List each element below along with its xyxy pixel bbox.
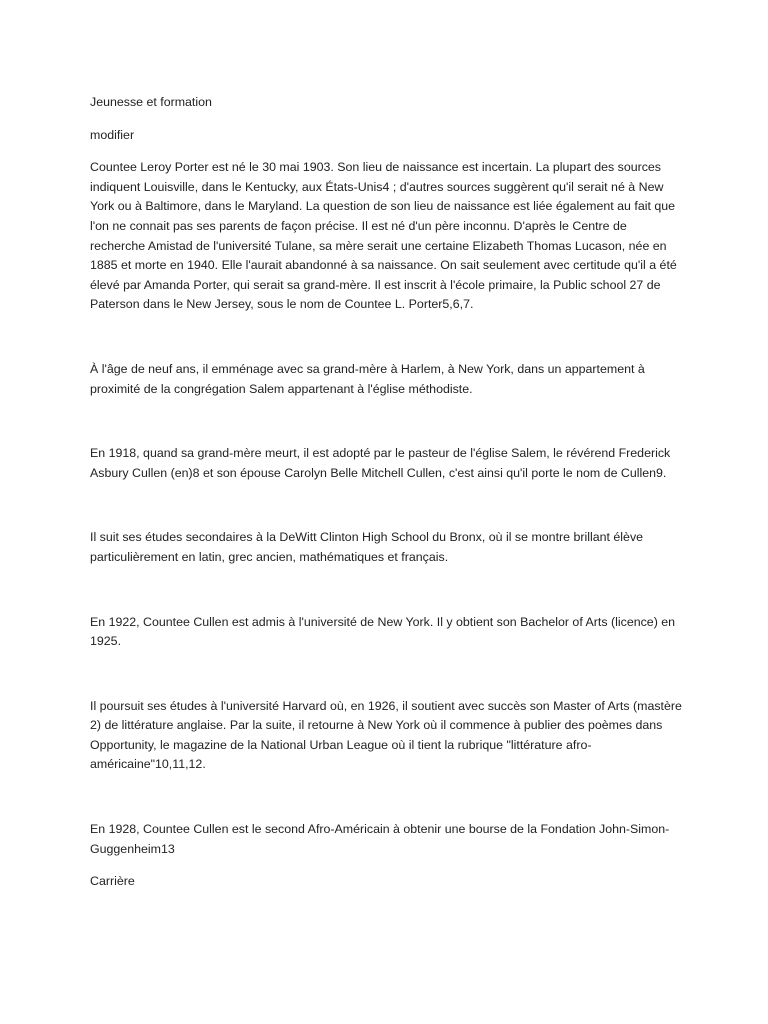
document-page bbox=[90, 93, 682, 892]
paragraph-harlem: À l'âge de neuf ans, il emménage avec sa grand-mère à Harlem, à New York, dans un appartement à proximité de la congrégation Salem appartenant à l'église méthodiste. bbox=[90, 361, 645, 396]
edit-link[interactable]: modifier bbox=[90, 127, 135, 142]
next-section-title: Carrière bbox=[90, 874, 135, 889]
paragraph-guggenheim: En 1928, Countee Cullen est le second Afro-Américain à obtenir une bourse de la Fondation John-Simon-Guggenheim13 bbox=[90, 822, 670, 856]
paragraph-secondary-school: Il suit ses études secondaires à la DeWitt Clinton High School du Bronx, où il se montre brillant élève particulièrement en latin, grec ancien, mathématiques et français. bbox=[90, 530, 644, 564]
paragraph-adoption: En 1918, quand sa grand-mère meurt, il est adopté par le pasteur de l'église Salem, le révérend Frederick Asbury Cullen (en)8 et son épouse Carolyn Belle Mitchell Cullen, c'est ainsi qu'il porte le nom de Cullen9. bbox=[90, 446, 671, 480]
paragraph-birth: Countee Leroy Porter est né le 30 mai 1903. Son lieu de naissance est incertain. La plupart des sources indiquent Louisville, dans le Kentucky, aux États-Unis4 ; d'autres sources suggèrent qu'il serait né à New York ou à Baltimore, dans le Maryland. La question de son lieu de naissance est liée également au fait que l'on ne connait pas ses parents de façon précise. Il est né d'un père inconnu. D'après le Centre de recherche Amistad de l'université Tulane, sa mère serait une certaine Elizabeth Thomas Lucason, née en 1885 et morte en 1940. Elle l'aurait abandonné à sa naissance. On sait seulement avec certitude qu'il a été élevé par Amanda Porter, qui serait sa grand-mère. Il est inscrit à l'école primaire, la Public school 27 de Paterson dans le New Jersey, sous le nom de Countee L. Porter5,6,7. bbox=[90, 160, 677, 312]
paragraph-harvard: Il poursuit ses études à l'université Harvard où, en 1926, il soutient avec succès son Master of Arts (mastère 2) de littérature anglaise. Par la suite, il retourne à New York où il commence à publier des poèmes dans Opportunity, le magazine de la National Urban League où il tient la rubrique "littérature afro-américaine"10,11,12. bbox=[90, 698, 682, 772]
paragraph-university: En 1922, Countee Cullen est admis à l'université de New York. Il y obtient son Bachelor of Arts (licence) en 1925. bbox=[90, 614, 676, 649]
section-title: Jeunesse et formation bbox=[90, 95, 212, 109]
